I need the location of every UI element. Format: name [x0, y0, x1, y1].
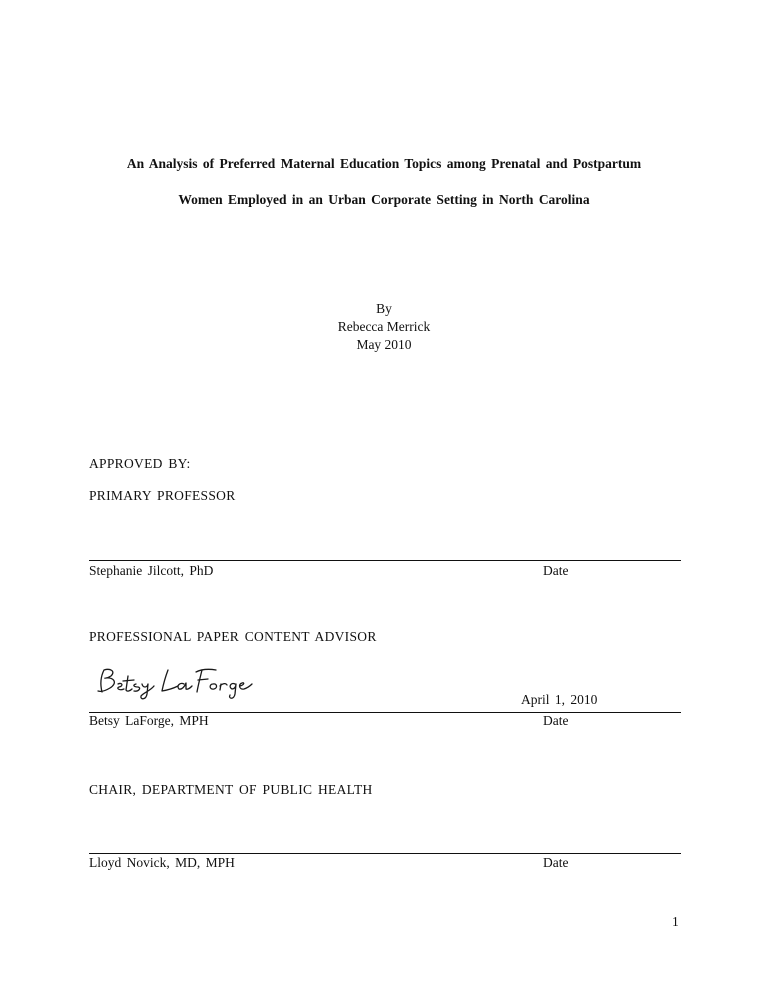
author-name: Rebecca Merrick [337, 319, 431, 334]
primary-professor-heading: PRIMARY PROFESSOR [89, 488, 236, 503]
content-advisor-heading: PROFESSIONAL PAPER CONTENT ADVISOR [89, 629, 377, 644]
approved-by-heading: APPROVED BY: [89, 456, 191, 471]
chair-heading: CHAIR, DEPARTMENT OF PUBLIC HEALTH [89, 782, 373, 797]
signature-line-chair [89, 853, 681, 854]
handwritten-signature [92, 664, 257, 704]
chair-date-label: Date [543, 855, 569, 870]
by-label: By [376, 301, 392, 316]
title-line-1: An Analysis of Preferred Maternal Education Topics among Prenatal and Postpartum [126, 156, 642, 171]
page-number: 1 [672, 914, 679, 929]
chair-name: Lloyd Novick, MD, MPH [89, 855, 235, 870]
content-advisor-date-label: Date [543, 713, 569, 728]
primary-professor-date-label: Date [543, 563, 569, 578]
content-advisor-name: Betsy LaForge, MPH [89, 713, 209, 728]
signature-line-primary-professor [89, 560, 681, 561]
title-line-2: Women Employed in an Urban Corporate Setting in North Carolina [178, 192, 590, 207]
primary-professor-name: Stephanie Jilcott, PhD [89, 563, 214, 578]
document-date: May 2010 [356, 337, 412, 352]
content-advisor-signed-date: April 1, 2010 [521, 692, 598, 707]
